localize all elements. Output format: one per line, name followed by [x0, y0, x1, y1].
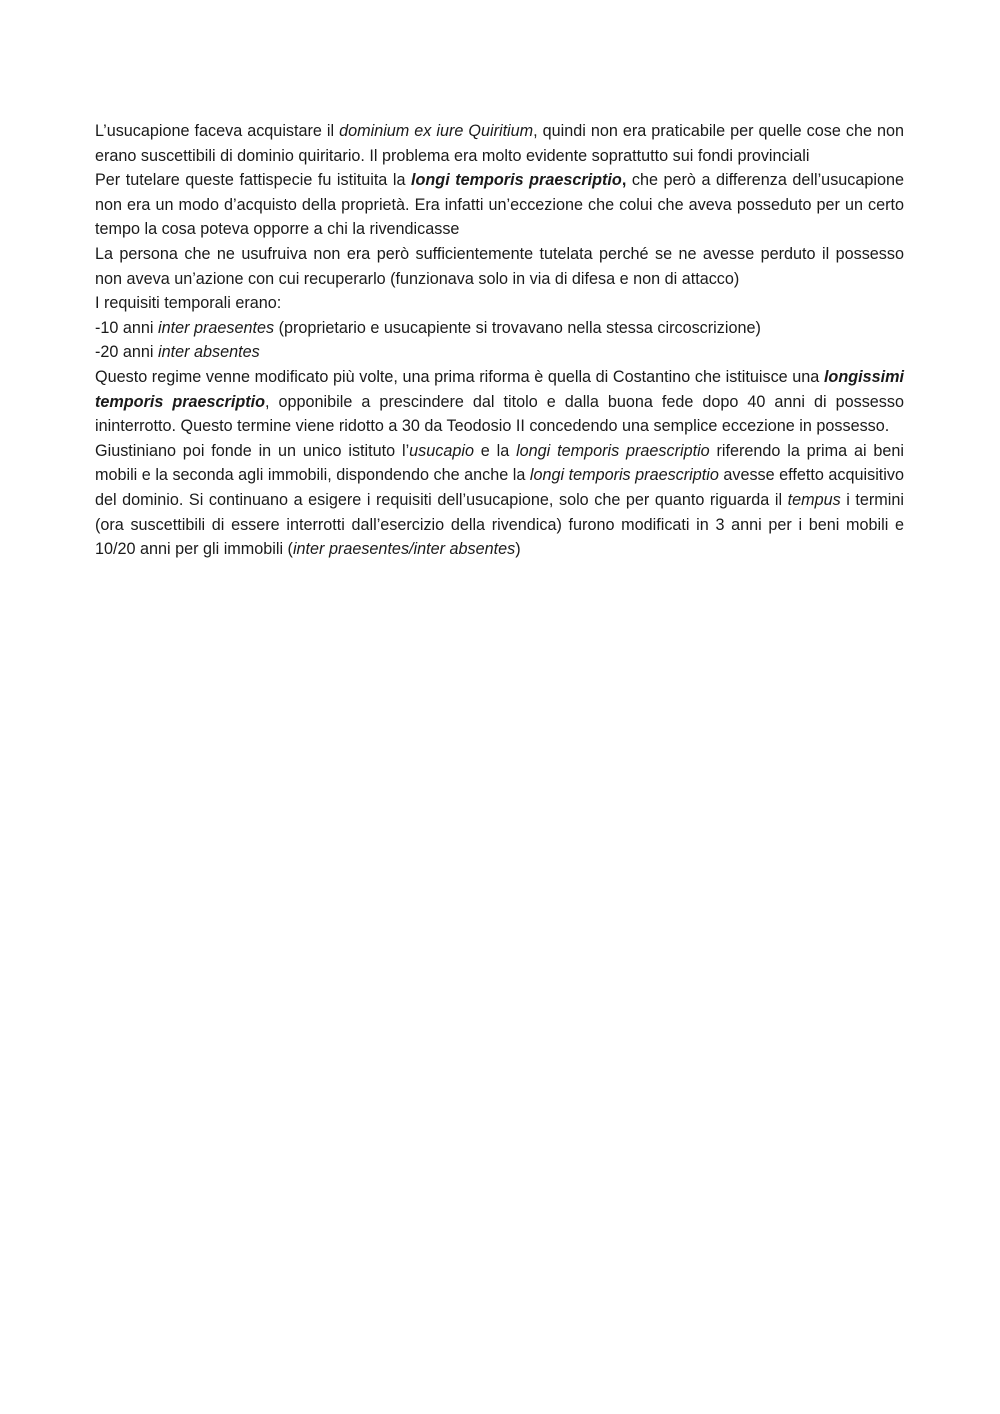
paragraph-requisiti [95, 291, 904, 316]
text-run: , quindi non era praticabile per quelle cose che non erano suscettibili di dominio quiritario. Il problema era molto evidente soprattutto sui fondi provinciali [95, 122, 904, 165]
italic-term: longi temporis praescriptio [529, 466, 719, 485]
paragraph-longi-temporis [95, 168, 904, 242]
italic-term: inter absentes [158, 343, 260, 362]
text-run: -10 anni [95, 318, 158, 337]
bold-italic-term: longi temporis praescriptio [411, 171, 622, 190]
text-run: i termini (ora suscettibili di essere interrotti dall’esercizio della rivendica) furono modificati in 3 anni per i beni mobili e 10/20 anni per gli immobili ( [95, 490, 904, 559]
paragraph-costantino [95, 365, 904, 439]
text-run: I requisiti temporali erano: [95, 294, 282, 313]
text-run: che però a differenza dell’usucapione non era un modo d’acquisto della proprietà. Era infatti un’eccezione che colui che aveva posseduto per un certo tempo la cosa poteva opporre a chi la rivendicasse [95, 171, 904, 239]
list-item-10-anni [95, 316, 904, 341]
text-run: Per tutelare queste fattispecie fu istituita la [95, 171, 412, 190]
text-run: (proprietario e usucapiente si trovavano nella stessa circoscrizione) [274, 318, 761, 337]
paragraph-giustiniano [95, 439, 904, 562]
italic-term: inter praesentes/inter absentes [292, 540, 516, 559]
text-run: La persona che ne usufruiva non era però sufficientemente tutelata perché se ne avesse perduto il possesso non aveva un’azione con cui recuperarlo (funzionava solo in via di difesa e non di attacco) [95, 244, 904, 288]
text-run: L’usucapione faceva acquistare il [95, 122, 340, 140]
text-run: -20 anni [95, 343, 158, 362]
italic-term: dominium ex iure Quiritium [339, 122, 534, 140]
italic-term: usucapio [409, 441, 474, 460]
paragraph-usucapione [95, 119, 904, 168]
text-run: , opponibile a prescindere dal titolo e dalla buona fede dopo 40 anni di possesso ininterrotto. Questo termine viene ridotto a 30 da Teodosio II concedendo una semplice eccezione in possesso. [95, 392, 904, 436]
text-run: e la [473, 441, 517, 460]
italic-term: tempus [787, 490, 841, 509]
text-run: ) [515, 540, 521, 559]
bold-italic-term: longissimi temporis praescriptio [95, 367, 904, 411]
bold-punctuation: , [621, 171, 627, 190]
text-run: avesse effetto acquisitivo del dominio. Si continuano a esigere i requisiti dell’usucapione, solo che per quanto riguarda il [95, 466, 904, 509]
list-item-20-anni [95, 340, 904, 365]
italic-term: inter praesentes [158, 318, 275, 337]
text-run: Questo regime venne modificato più volte, una prima riforma è quella di Costantino che istituisce una [95, 367, 824, 386]
text-run: riferendo la prima ai beni mobili e la seconda agli immobili, dispondendo che anche la [95, 441, 904, 485]
italic-term: longi temporis praescriptio [516, 441, 710, 460]
paragraph-tutela [95, 242, 904, 291]
document-page [95, 119, 904, 562]
text-run: Giustiniano poi fonde in un unico istituto l’ [95, 441, 410, 460]
